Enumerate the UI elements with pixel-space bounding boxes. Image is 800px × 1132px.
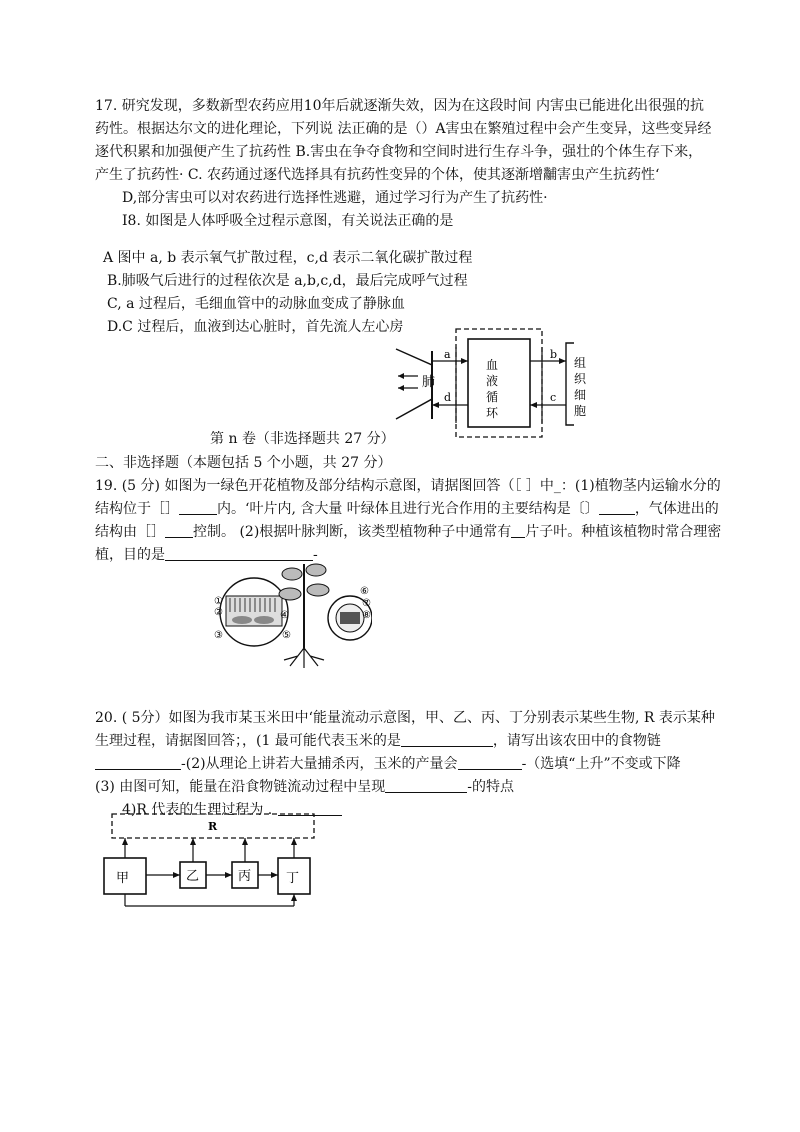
q20-line-3 — [95, 754, 681, 774]
q19-l3-part-a: 结构由［］ — [95, 524, 165, 540]
marker-5: ⑤ — [282, 630, 291, 641]
q20-l4-part-b: -的特点 — [467, 779, 515, 795]
answer-blank[interactable] — [179, 500, 217, 515]
jia-label: 甲 — [116, 871, 130, 886]
q18-option-a: A 图中 a, b 表示氧气扩散过程，c,d 表示二氧化碳扩散过程 — [103, 250, 473, 266]
answer-blank[interactable] — [458, 755, 522, 770]
marker-3: ③ — [214, 630, 223, 641]
q19-line-2 — [95, 499, 719, 519]
q20-l2-part-a: 生理过程，请据图回答；，(1 最可能代表玉米的是 — [95, 733, 401, 749]
q20-line-2 — [95, 731, 661, 751]
q20-l2-part-b: ，请写出该农田中的食物链 — [492, 733, 661, 749]
answer-blank[interactable] — [511, 523, 525, 538]
q17-line-2: 药性。根据达尔文的进化理论，下列说 法正确的是（）A害虫在繁殖过程中会产生变异，这些变异经 — [95, 121, 712, 137]
answer-blank[interactable] — [385, 778, 467, 793]
answer-blank[interactable] — [401, 732, 493, 747]
tissue-char-4: 胞 — [574, 404, 587, 418]
label-d: d — [444, 391, 452, 404]
label-c: c — [550, 391, 557, 404]
blood-char-2: 液 — [486, 374, 499, 388]
q19-l4-part-a: 植，目的是 — [95, 547, 165, 563]
q19-line-3 — [95, 522, 721, 542]
q20-line-4 — [95, 777, 514, 797]
q19-l2-part-c: ，气体进出的 — [634, 501, 719, 517]
q18-option-c: C, a 过程后，毛细血管中的动脉血变成了静脉血 — [107, 296, 405, 312]
q17-line-3: 逐代积累和加强便产生了抗药性 B.害虫在争夺食物和空间时进行生存斗争，强壮的个体生存下来， — [95, 144, 703, 160]
q19-line-1: 19. (5 分) 如图为一绿色开花植物及部分结构示意图，请据图回答（［ ］中_：(1)植物茎内运输水分的 — [95, 478, 721, 494]
q20-line-1: 20. ( 5分）如图为我市某玉米田中‘能量流动示意图，甲、乙、丙、丁分别表示某些生物, R 表示某种 — [95, 710, 715, 726]
label-a: a — [444, 348, 451, 361]
tissue-char-1: 组 — [574, 356, 587, 370]
bing-label: 丙 — [238, 869, 252, 884]
marker-8: ⑧ — [362, 610, 371, 621]
marker-4: ④ — [280, 610, 289, 621]
lung-label: 肺 — [422, 375, 436, 390]
marker-2: ② — [214, 607, 223, 618]
q17-line-4: 产生了抗药性· C. 农药通过逐代选择具有抗药性变异的个体，使其逐渐增黼害虫产生抗药性‘ — [95, 167, 660, 183]
q18-option-d: D.C 过程后，血液到达心脏时，首先流人左心房 — [107, 319, 404, 335]
q17-line-1: 17. 研究发现，多数新型农药应用10年后就逐渐失效，因为在这段时间 内害虫已能进化出很强的抗 — [95, 98, 704, 114]
r-label: R — [208, 820, 218, 833]
q17-line-5: D,部分害虫可以对农药进行选择性逃避，通过学习行为产生了抗药性· — [122, 190, 548, 206]
q19-l3-part-c: 片子叶。种植该植物时常合理密 — [525, 524, 722, 540]
answer-blank[interactable] — [165, 523, 193, 538]
respiration-diagram — [390, 325, 620, 440]
tissue-char-2: 织 — [574, 372, 587, 386]
q20-l3-part-b: -（选填“上升”不变或下降 — [521, 756, 681, 772]
energy-flow-diagram — [100, 812, 325, 912]
answer-blank[interactable] — [165, 546, 313, 561]
q19-l3-part-b: 控制。 (2)根据叶脉判断，该类型植物种子中通常有 — [193, 524, 512, 540]
q18-option-b: B.肺吸气后进行的过程依次是 a,b,c,d，最后完成呼气过程 — [107, 273, 468, 289]
q19-l2-part-b: 内。‘叶片内, 含大量 叶绿体且进行光合作用的主要结构是〔〕 — [217, 501, 599, 517]
q20-l5-part-a: 4)R 代表的生理过程为 . — [122, 802, 273, 818]
yi-label: 乙 — [186, 869, 200, 884]
answer-blank[interactable] — [599, 500, 635, 515]
blood-char-3: 循 — [486, 390, 499, 404]
q19-l2-part-a: 结构位于［］ — [95, 501, 179, 517]
ding-label: 丁 — [286, 871, 300, 886]
marker-1: ① — [214, 596, 223, 607]
label-b: b — [550, 348, 558, 361]
marker-6: ⑥ — [360, 586, 369, 597]
q18-stem: I8. 如图是人体呼吸全过程示意图，有关说法正确的是 — [122, 213, 454, 229]
tissue-char-3: 细 — [574, 388, 587, 402]
answer-blank[interactable] — [95, 755, 181, 770]
q20-l3-part-a: -(2)从理论上讲若大量捕杀丙，玉米的产量会 — [181, 756, 458, 772]
volume-title: 第 n 卷（非选择题共 27 分） — [210, 431, 395, 447]
marker-7: ⑦ — [362, 598, 371, 609]
blood-char-1: 血 — [486, 358, 499, 372]
plant-diagram — [212, 560, 372, 670]
section-header: 二、非选择题（本题包括 5 个小题，共 27 分） — [95, 455, 392, 471]
blood-char-4: 环 — [486, 406, 499, 420]
q19-l4-part-b: - — [313, 547, 318, 563]
q20-l4-part-a: (3) 由图可知，能量在沿食物链流动过程中呈现 — [95, 779, 386, 795]
